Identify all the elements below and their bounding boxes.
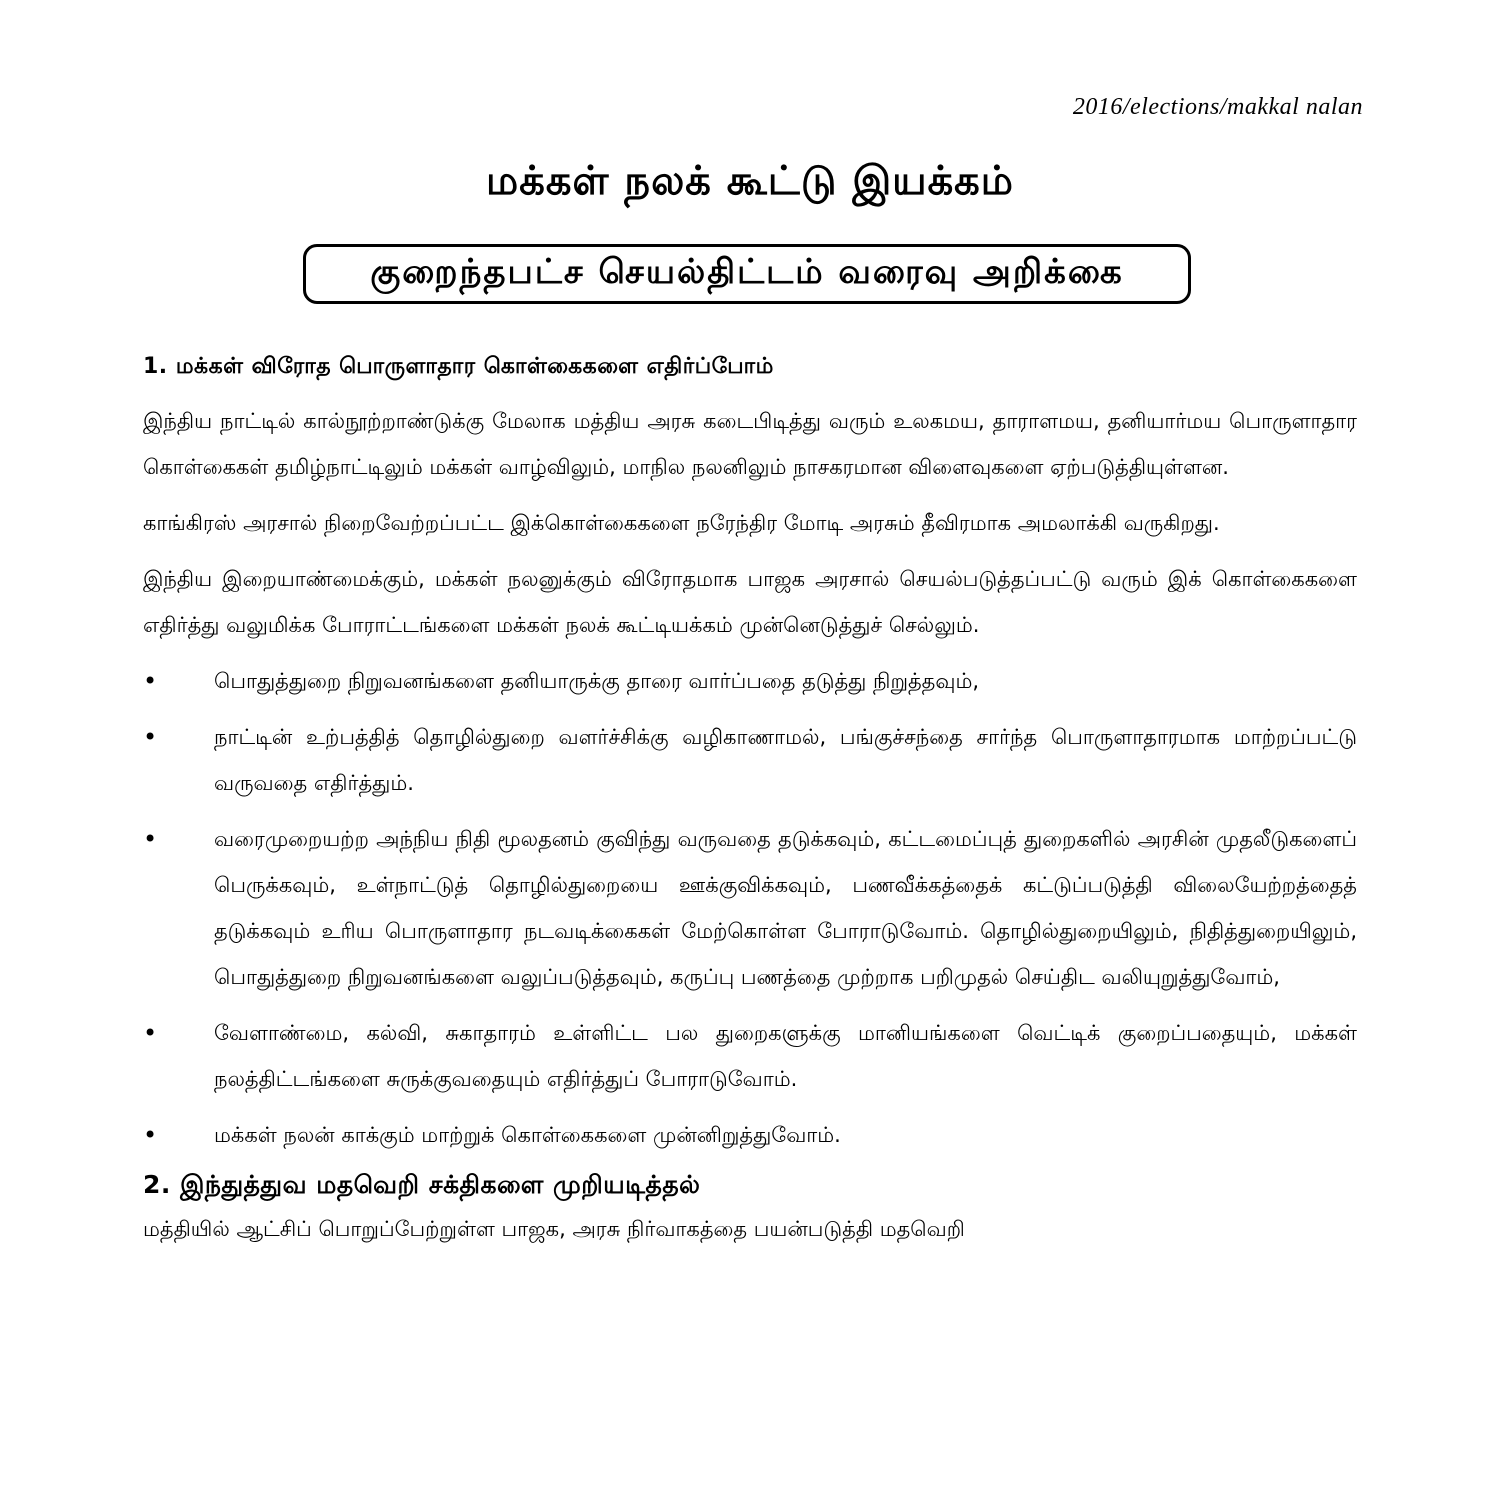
bullet-item bbox=[143, 658, 1357, 704]
bullet-item bbox=[143, 1010, 1357, 1102]
bullet-icon: • bbox=[143, 667, 158, 695]
section-2-heading: 2. இந்துத்துவ மதவெறி சக்திகளை முறியடித்தல் bbox=[143, 1170, 701, 1199]
document-reference: 2016/elections/makkal nalan bbox=[1072, 94, 1363, 120]
paragraph: காங்கிரஸ் அரசால் நிறைவேற்றப்பட்ட இக்கொள்கைகளை நரேந்திர மோடி அரசும் தீவிரமாக அமலாக்கி வருகிறது. bbox=[143, 511, 1220, 535]
bullet-icon: • bbox=[143, 723, 158, 751]
bullet-icon: • bbox=[143, 1019, 158, 1047]
bullet-text: வேளாண்மை, கல்வி, சுகாதாரம் உள்ளிட்ட பல துறைகளுக்கு மானியங்களை வெட்டிக் குறைப்பதையும், மக்கள் நலத்திட்டங்களை சுருக்குவதையும் எதிர்த்துப் போராடுவோம். bbox=[214, 1021, 1357, 1091]
paragraph: இந்திய நாட்டில் கால்நூற்றாண்டுக்கு மேலாக மத்திய அரசு கடைபிடித்து வரும் உலகமய, தாராளமய, தனியார்மய பொருளாதார கொள்கைகள் தமிழ்நாட்டிலும் மக்கள் வாழ்விலும், மாநில நலனிலும் நாசகரமான விளைவுகளை ஏற்படுத்தியுள்ளன. bbox=[143, 409, 1357, 479]
bullet-text: பொதுத்துறை நிறுவனங்களை தனியாருக்கு தாரை வார்ப்பதை தடுத்து நிறுத்தவும், bbox=[214, 669, 980, 693]
bullet-item bbox=[143, 816, 1357, 1000]
subtitle-text: குறைந்தபட்ச செயல்திட்டம் வரைவு அறிக்கை bbox=[370, 252, 1124, 292]
page-title: மக்கள் நலக் கூட்டு இயக்கம் bbox=[486, 158, 1014, 204]
bullet-icon: • bbox=[143, 1121, 158, 1149]
paragraph: இந்திய இறையாண்மைக்கும், மக்கள் நலனுக்கும் விரோதமாக பாஜக அரசால் செயல்படுத்தப்பட்டு வரும் இக் கொள்கைகளை எதிர்த்து வலுமிக்க போராட்டங்களை மக்கள் நலக் கூட்டியக்கம் முன்னெடுத்துச் செல்லும். bbox=[143, 567, 1357, 637]
bullet-item bbox=[143, 714, 1357, 806]
bullet-text: நாட்டின் உற்பத்தித் தொழில்துறை வளர்ச்சிக்கு வழிகாணாமல், பங்குச்சந்தை சார்ந்த பொருளாதாரமாக மாற்றப்பட்டு வருவதை எதிர்த்தும். bbox=[214, 725, 1357, 795]
bullet-text: வரைமுறையற்ற அந்நிய நிதி மூலதனம் குவிந்து வருவதை தடுக்கவும், கட்டமைப்புத் துறைகளில் அரசின் முதலீடுகளைப் பெருக்கவும், உள்நாட்டுத் தொழில்துறையை ஊக்குவிக்கவும், பணவீக்கத்தைக் கட்டுப்படுத்தி விலையேற்றத்தைத் தடுக்கவும் உரிய பொருளாதார நடவடிக்கைகள் மேற்கொள்ள போராடுவோம். தொழில்துறையிலும், நிதித்துறையிலும், பொதுத்துறை நிறுவனங்களை வலுப்படுத்தவும், கருப்பு பணத்தை முற்றாக பறிமுதல் செய்திட வலியுறுத்துவோம், bbox=[214, 827, 1357, 989]
bullet-item bbox=[143, 1112, 1357, 1158]
bullet-icon: • bbox=[143, 825, 158, 853]
subtitle-box bbox=[303, 244, 1191, 304]
document-body bbox=[143, 350, 1357, 1252]
section-2-partial-line: மத்தியில் ஆட்சிப் பொறுப்பேற்றுள்ள பாஜக, அரசு நிர்வாகத்தை பயன்படுத்தி மதவெறி bbox=[143, 1217, 965, 1241]
bullet-list bbox=[143, 658, 1357, 1158]
bullet-text: மக்கள் நலன் காக்கும் மாற்றுக் கொள்கைகளை முன்னிறுத்துவோம். bbox=[214, 1123, 841, 1147]
section-1-heading: 1. மக்கள் விரோத பொருளாதார கொள்கைகளை எதிர்ப்போம் bbox=[143, 354, 774, 379]
